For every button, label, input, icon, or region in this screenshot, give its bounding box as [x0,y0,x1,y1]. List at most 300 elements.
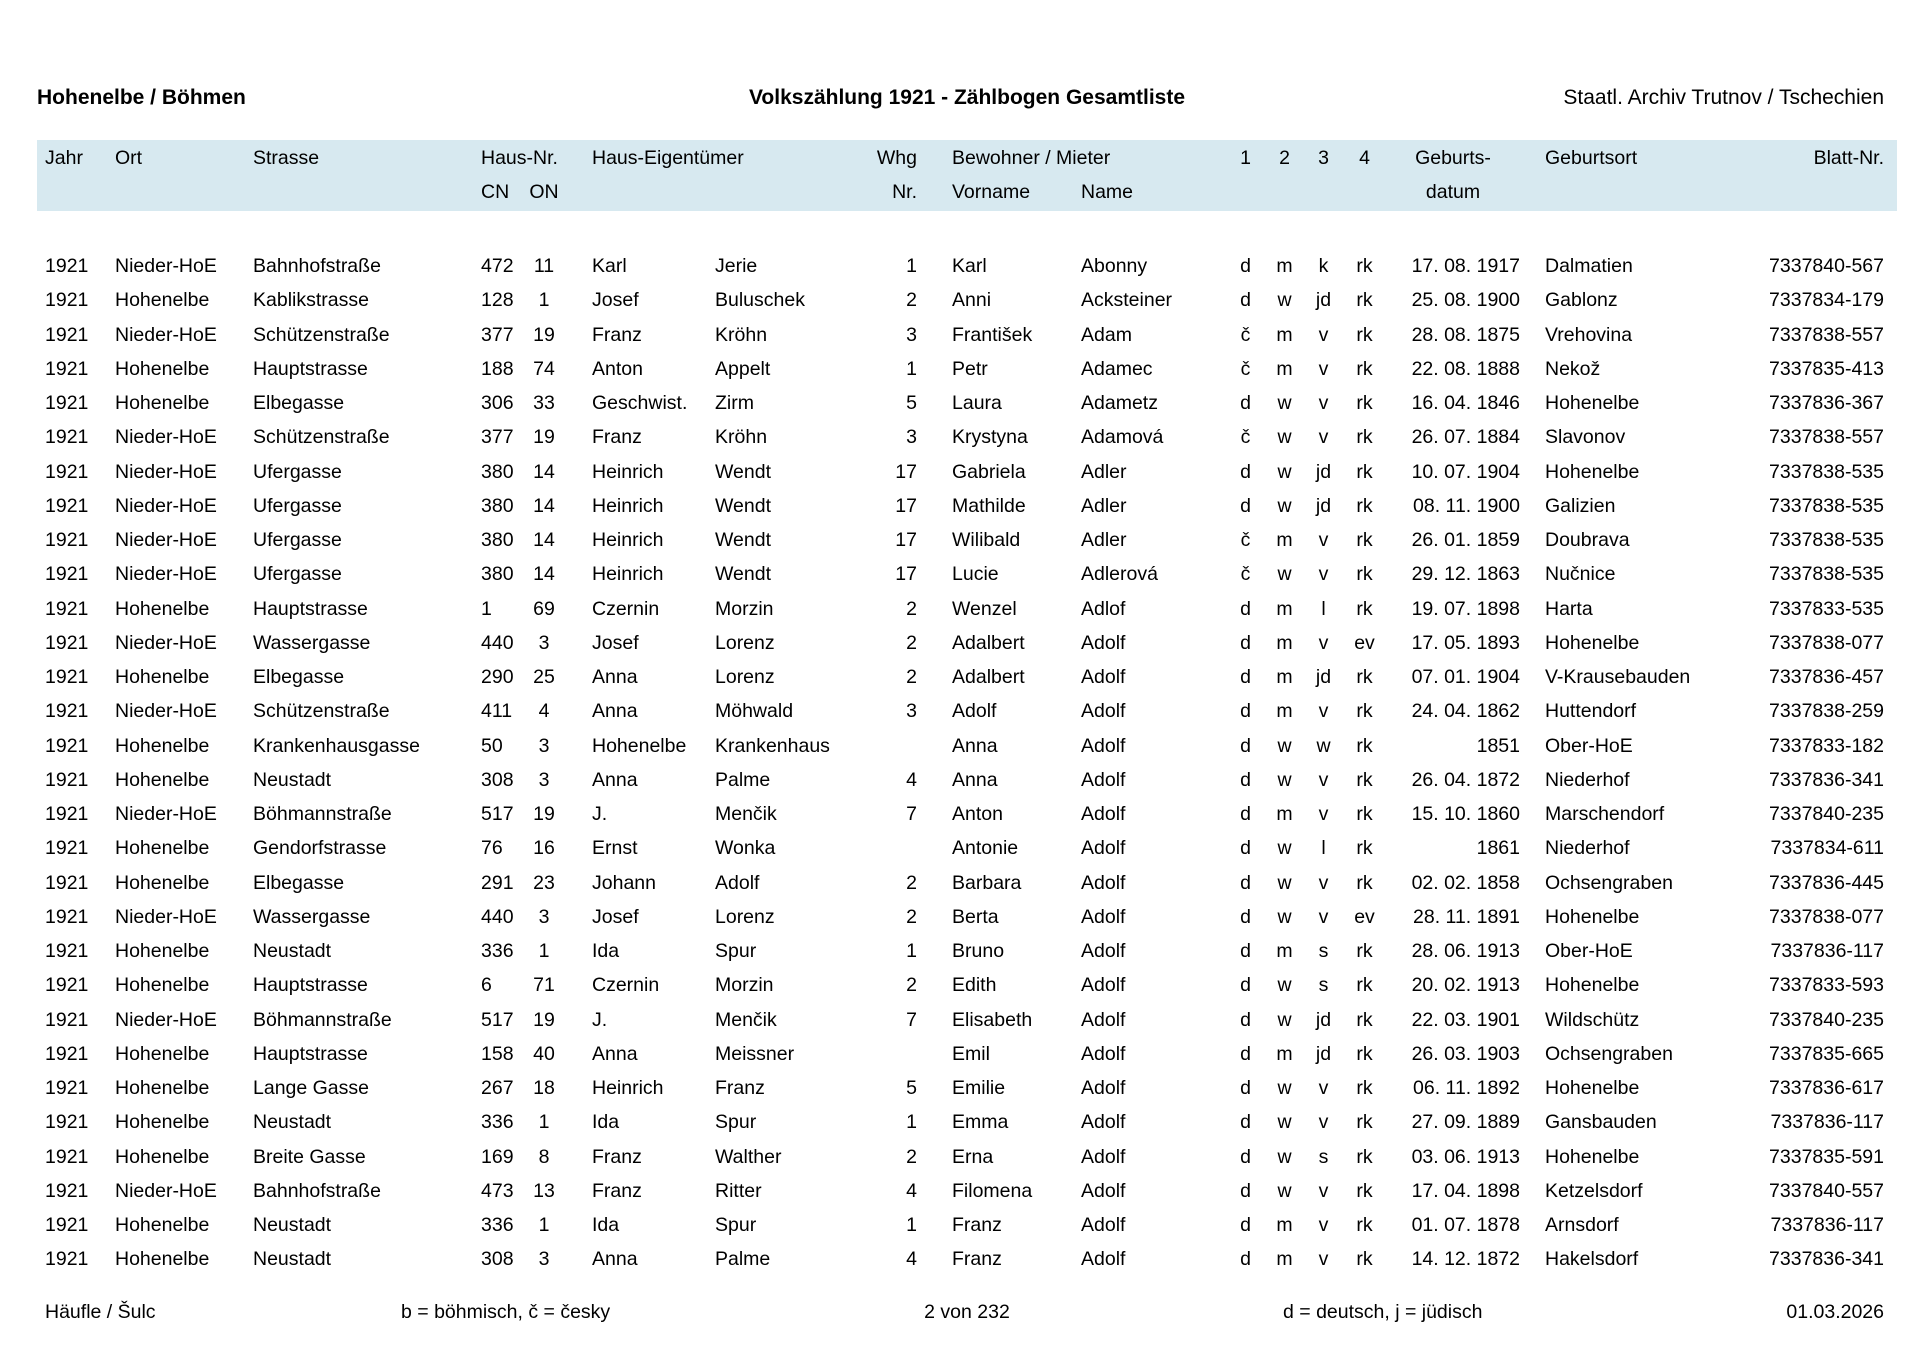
cell-code-1: d [1240,871,1251,894]
cell-eigentuemer-name: Lorenz [715,631,775,654]
cell-whg-nr: 1 [906,1214,917,1236]
cell-eigentuemer-vorname: Anna [592,1248,638,1271]
cell-blatt-nr: 7337834-611 [1770,837,1884,860]
cell-eigentuemer-vorname: Anna [592,700,638,723]
cell-eigentuemer-name: Wendt [715,460,772,483]
cell-code-2: m [1276,1214,1293,1236]
cell-code-4: rk [1356,734,1373,757]
cell-blatt-nr: 7337833-535 [1769,597,1884,620]
cell-geburtsort: Niederhof [1545,837,1630,860]
cell-code-3: l [1321,837,1326,860]
cell-hausnr-cn: 336 [481,940,514,962]
cell-code-4: rk [1356,494,1373,517]
cell-code-2: w [1277,871,1292,894]
cell-code-4: rk [1356,1077,1373,1099]
col-header-2: 2 [1279,147,1290,169]
table-row [37,352,1897,386]
cell-bewohner-vorname: Lucie [952,563,999,586]
cell-eigentuemer-name: Palme [715,1248,771,1271]
cell-code-2: m [1276,803,1293,825]
cell-bewohner-name: Adolf [1081,1077,1126,1099]
col-header-whg: Whg [876,147,917,169]
cell-blatt-nr: 7337838-077 [1769,631,1884,654]
cell-geburtsdatum: 1851 [1476,734,1520,757]
cell-code-1: d [1240,289,1251,312]
cell-whg-nr: 1 [906,1111,917,1134]
cell-whg-nr: 3 [906,426,917,449]
cell-code-2: w [1277,426,1292,449]
cell-eigentuemer-vorname: Johann [592,871,656,894]
cell-hausnr-on: 4 [538,700,550,723]
cell-code-2: m [1276,631,1293,654]
cell-blatt-nr: 7337836-117 [1770,1111,1884,1134]
cell-code-3: v [1318,563,1329,586]
cell-ort: Nieder-HoE [115,494,217,517]
cell-bewohner-name: Adolf [1081,1008,1126,1031]
cell-code-1: č [1240,563,1251,586]
table-row [37,763,1897,797]
cell-geburtsdatum: 26. 04. 1872 [1411,768,1520,791]
cell-whg-nr: 3 [906,700,917,723]
cell-bewohner-name: Adamec [1081,357,1153,380]
cell-bewohner-name: Adolf [1081,734,1126,757]
cell-eigentuemer-name: Franz [715,1077,765,1099]
cell-blatt-nr: 7337836-117 [1770,940,1884,962]
cell-code-3: v [1318,700,1329,723]
cell-geburtsdatum: 29. 12. 1863 [1411,563,1520,586]
cell-hausnr-cn: 291 [481,871,514,894]
cell-jahr: 1921 [45,940,89,962]
cell-blatt-nr: 7337836-341 [1769,1248,1884,1271]
cell-hausnr-on: 3 [538,631,550,654]
cell-whg-nr: 7 [906,1008,917,1031]
cell-eigentuemer-vorname: Anna [592,666,638,688]
table-row [37,283,1897,317]
cell-code-2: w [1277,1008,1292,1031]
col-header-whg-nr: Nr. [892,180,917,203]
col-header-1: 1 [1240,147,1251,169]
cell-code-4: rk [1356,323,1373,346]
col-header-blatt: Blatt-Nr. [1813,147,1884,169]
cell-strasse: Ufergasse [253,529,342,551]
cell-eigentuemer-vorname: Franz [592,1179,642,1202]
col-header-jahr: Jahr [45,147,83,169]
cell-hausnr-cn: 1 [481,597,492,620]
cell-eigentuemer-name: Morzin [715,597,774,620]
col-header-4: 4 [1359,147,1370,169]
cell-eigentuemer-vorname: Josef [592,631,639,654]
cell-eigentuemer-vorname: Czernin [592,974,660,997]
cell-hausnr-on: 69 [533,597,555,620]
cell-geburtsort: Doubrava [1545,529,1630,551]
cell-code-4: rk [1356,837,1373,860]
table-row [37,934,1897,968]
cell-strasse: Lange Gasse [253,1077,370,1099]
cell-strasse: Wassergasse [253,631,371,654]
cell-geburtsort: Marschendorf [1545,803,1665,825]
cell-strasse: Krankenhausgasse [253,734,420,757]
cell-hausnr-on: 71 [533,974,555,997]
cell-bewohner-name: Adolf [1081,1111,1126,1134]
cell-bewohner-name: Adametz [1081,392,1158,414]
cell-geburtsdatum: 22. 08. 1888 [1411,357,1520,380]
cell-eigentuemer-name: Spur [715,1214,757,1236]
cell-code-1: č [1240,529,1251,551]
cell-ort: Nieder-HoE [115,529,217,551]
table-row [37,797,1897,831]
cell-strasse: Ufergasse [253,460,342,483]
cell-eigentuemer-name: Zirm [715,392,754,414]
cell-jahr: 1921 [45,460,89,483]
table-row [37,1242,1897,1276]
cell-bewohner-name: Adlof [1081,597,1126,620]
cell-eigentuemer-vorname: Heinrich [592,563,664,586]
cell-strasse: Ufergasse [253,563,342,586]
cell-blatt-nr: 7337838-535 [1769,460,1884,483]
cell-code-2: m [1276,529,1293,551]
footer-date: 01.03.2026 [1786,1301,1884,1323]
cell-code-4: ev [1354,631,1375,654]
table-row [37,557,1897,591]
cell-blatt-nr: 7337836-457 [1769,666,1884,688]
cell-code-4: rk [1356,289,1373,312]
cell-geburtsort: Hohenelbe [1545,631,1640,654]
cell-bewohner-vorname: Berta [952,905,999,928]
cell-blatt-nr: 7337835-413 [1769,357,1884,380]
cell-code-4: rk [1356,1214,1373,1236]
cell-blatt-nr: 7337838-535 [1769,563,1884,586]
cell-bewohner-vorname: Emma [952,1111,1009,1134]
header-archive-note: Staatl. Archiv Trutnov / Tschechien [1563,86,1884,109]
cell-code-4: rk [1356,460,1373,483]
cell-eigentuemer-name: Spur [715,1111,757,1134]
cell-hausnr-cn: 267 [481,1077,514,1099]
cell-ort: Hohenelbe [115,974,210,997]
cell-jahr: 1921 [45,871,89,894]
table-row [37,866,1897,900]
header-location: Hohenelbe / Böhmen [37,86,246,109]
cell-code-3: s [1318,1145,1329,1168]
cell-hausnr-cn: 380 [481,563,514,586]
cell-strasse: Neustadt [253,1111,332,1134]
cell-hausnr-cn: 517 [481,803,514,825]
cell-jahr: 1921 [45,803,89,825]
cell-eigentuemer-name: Meissner [715,1042,795,1065]
cell-hausnr-on: 14 [533,529,555,551]
cell-eigentuemer-vorname: Josef [592,905,639,928]
cell-eigentuemer-vorname: Hohenelbe [592,734,687,757]
cell-blatt-nr: 7337838-535 [1769,529,1884,551]
cell-geburtsort: Vrehovina [1545,323,1633,346]
cell-code-3: v [1318,631,1329,654]
cell-code-3: v [1318,392,1329,414]
cell-jahr: 1921 [45,494,89,517]
cell-geburtsdatum: 17. 05. 1893 [1411,631,1520,654]
cell-bewohner-name: Adolf [1081,631,1126,654]
cell-eigentuemer-vorname: Czernin [592,597,660,620]
cell-hausnr-on: 19 [533,1008,555,1031]
cell-ort: Hohenelbe [115,1145,210,1168]
cell-bewohner-vorname: Adolf [952,700,997,723]
cell-geburtsort: Dalmatien [1545,255,1633,277]
cell-bewohner-vorname: Emil [952,1042,990,1065]
cell-geburtsdatum: 20. 02. 1913 [1411,974,1520,997]
col-header-geburtsort: Geburtsort [1545,147,1638,169]
cell-bewohner-vorname: Wenzel [952,597,1017,620]
cell-eigentuemer-vorname: Ida [592,1111,620,1134]
cell-bewohner-name: Adlerová [1081,563,1158,586]
cell-hausnr-on: 25 [533,666,555,688]
cell-strasse: Gendorfstrasse [253,837,387,860]
cell-whg-nr: 1 [906,357,917,380]
cell-hausnr-cn: 336 [481,1111,514,1134]
cell-strasse: Hauptstrasse [253,357,368,380]
cell-strasse: Hauptstrasse [253,974,368,997]
cell-eigentuemer-name: Menčik [715,1008,777,1031]
table-row [37,592,1897,626]
cell-blatt-nr: 7337836-617 [1769,1077,1884,1099]
cell-blatt-nr: 7337840-235 [1769,1008,1884,1031]
cell-code-1: d [1240,1111,1251,1134]
cell-code-4: rk [1356,255,1373,277]
cell-blatt-nr: 7337838-557 [1769,323,1884,346]
cell-code-3: jd [1315,1008,1332,1031]
cell-code-1: d [1240,905,1251,928]
cell-code-2: w [1277,460,1292,483]
cell-eigentuemer-vorname: Anna [592,1042,638,1065]
cell-eigentuemer-name: Wendt [715,563,772,586]
cell-hausnr-on: 14 [533,494,555,517]
cell-hausnr-on: 19 [533,426,555,449]
cell-strasse: Schützenstraße [253,323,390,346]
cell-code-2: m [1276,597,1293,620]
cell-eigentuemer-name: Spur [715,940,757,962]
cell-bewohner-vorname: Elisabeth [952,1008,1033,1031]
table-row [37,831,1897,865]
cell-code-2: m [1276,323,1293,346]
cell-hausnr-cn: 377 [481,426,514,449]
cell-geburtsort: Harta [1545,597,1593,620]
cell-jahr: 1921 [45,1145,89,1168]
cell-eigentuemer-name: Kröhn [715,323,768,346]
cell-hausnr-on: 23 [533,871,555,894]
cell-eigentuemer-name: Morzin [715,974,774,997]
col-header-on: ON [529,180,559,203]
cell-code-2: m [1276,255,1293,277]
cell-code-3: v [1318,323,1329,346]
cell-code-4: rk [1356,803,1373,825]
cell-ort: Hohenelbe [115,940,210,962]
cell-hausnr-on: 13 [533,1179,555,1202]
cell-code-3: jd [1315,494,1332,517]
cell-hausnr-cn: 6 [481,974,492,997]
cell-eigentuemer-vorname: Franz [592,1145,642,1168]
cell-bewohner-name: Adolf [1081,666,1126,688]
cell-code-2: w [1277,1145,1292,1168]
cell-geburtsort: Hohenelbe [1545,1077,1640,1099]
cell-code-1: d [1240,597,1251,620]
cell-code-4: rk [1356,974,1373,997]
cell-eigentuemer-name: Appelt [715,357,771,380]
cell-code-2: w [1277,1179,1292,1202]
cell-strasse: Ufergasse [253,494,342,517]
cell-hausnr-cn: 440 [481,631,514,654]
cell-eigentuemer-vorname: Heinrich [592,494,664,517]
cell-strasse: Schützenstraße [253,700,390,723]
cell-ort: Nieder-HoE [115,905,217,928]
cell-code-3: v [1318,871,1329,894]
cell-hausnr-cn: 472 [481,255,514,277]
cell-geburtsort: Nekož [1545,357,1601,380]
cell-whg-nr: 17 [895,460,917,483]
cell-hausnr-on: 3 [538,768,550,791]
cell-eigentuemer-vorname: Anton [592,357,643,380]
cell-code-2: m [1276,666,1293,688]
cell-ort: Nieder-HoE [115,255,217,277]
table-row [37,318,1897,352]
cell-geburtsdatum: 25. 08. 1900 [1411,289,1520,312]
cell-code-4: rk [1356,529,1373,551]
cell-hausnr-on: 1 [538,940,550,962]
cell-code-3: v [1318,1179,1329,1202]
cell-blatt-nr: 7337838-259 [1769,700,1884,723]
cell-eigentuemer-name: Wonka [715,837,776,860]
cell-geburtsdatum: 07. 01. 1904 [1411,666,1520,688]
col-header-3: 3 [1318,147,1329,169]
cell-ort: Hohenelbe [115,357,210,380]
cell-bewohner-vorname: Franz [952,1248,1002,1271]
cell-ort: Nieder-HoE [115,631,217,654]
cell-bewohner-vorname: Adalbert [952,666,1025,688]
cell-bewohner-name: Adler [1081,460,1127,483]
table-row [37,386,1897,420]
cell-hausnr-cn: 380 [481,494,514,517]
cell-eigentuemer-name: Wendt [715,494,772,517]
cell-code-1: d [1240,1179,1251,1202]
cell-hausnr-on: 19 [533,803,555,825]
cell-geburtsort: Huttendorf [1545,700,1637,723]
cell-geburtsdatum: 27. 09. 1889 [1411,1111,1520,1134]
cell-hausnr-on: 14 [533,563,555,586]
cell-whg-nr: 3 [906,323,917,346]
cell-blatt-nr: 7337840-567 [1769,255,1884,277]
cell-bewohner-vorname: Anni [952,289,992,312]
cell-eigentuemer-vorname: Ida [592,940,620,962]
cell-code-2: m [1276,940,1293,962]
cell-hausnr-cn: 76 [481,837,503,860]
cell-hausnr-on: 3 [538,1248,550,1271]
page-header [37,86,1897,114]
table-row [37,1174,1897,1208]
table-row [37,694,1897,728]
cell-code-1: d [1240,460,1251,483]
cell-geburtsort: Hohenelbe [1545,460,1640,483]
cell-blatt-nr: 7337835-591 [1769,1145,1884,1168]
cell-code-1: d [1240,494,1251,517]
cell-geburtsort: Ketzelsdorf [1545,1179,1643,1202]
cell-ort: Nieder-HoE [115,700,217,723]
cell-whg-nr: 5 [906,392,917,414]
cell-geburtsdatum: 01. 07. 1878 [1411,1214,1520,1236]
footer-legend-bohmisch: b = böhmisch, č = česky [401,1301,611,1323]
cell-code-3: k [1318,255,1329,277]
cell-code-2: w [1277,494,1292,517]
cell-jahr: 1921 [45,734,89,757]
cell-code-2: w [1277,974,1292,997]
cell-hausnr-cn: 380 [481,460,514,483]
cell-bewohner-name: Adler [1081,529,1127,551]
cell-code-4: rk [1356,666,1373,688]
cell-jahr: 1921 [45,255,89,277]
cell-ort: Hohenelbe [115,1077,210,1099]
cell-strasse: Neustadt [253,1214,332,1236]
cell-code-4: ev [1354,905,1375,928]
cell-bewohner-vorname: Anton [952,803,1003,825]
cell-jahr: 1921 [45,905,89,928]
cell-bewohner-name: Adolf [1081,768,1126,791]
cell-blatt-nr: 7337838-557 [1769,426,1884,449]
cell-hausnr-on: 40 [533,1042,555,1065]
cell-code-3: v [1318,357,1329,380]
cell-code-1: d [1240,1248,1251,1271]
cell-hausnr-on: 14 [533,460,555,483]
col-header-ort: Ort [115,147,143,169]
cell-code-4: rk [1356,1042,1373,1065]
cell-blatt-nr: 7337836-341 [1769,768,1884,791]
cell-geburtsort: Niederhof [1545,768,1630,791]
cell-hausnr-on: 11 [533,255,555,277]
cell-hausnr-cn: 411 [481,700,513,723]
cell-blatt-nr: 7337833-182 [1769,734,1884,757]
cell-bewohner-vorname: Wilibald [952,529,1021,551]
cell-geburtsdatum: 02. 02. 1858 [1411,871,1520,894]
cell-code-3: v [1318,426,1329,449]
cell-eigentuemer-name: Möhwald [715,700,794,723]
cell-jahr: 1921 [45,1179,89,1202]
cell-whg-nr: 7 [906,803,917,825]
footer-legend-deutsch: d = deutsch, j = jüdisch [1283,1301,1483,1323]
cell-bewohner-vorname: Edith [952,974,997,997]
cell-code-1: d [1240,974,1251,997]
cell-code-1: d [1240,803,1251,825]
cell-whg-nr: 2 [906,1145,917,1168]
cell-code-2: w [1277,1111,1292,1134]
cell-hausnr-on: 16 [533,837,555,860]
cell-geburtsort: Arnsdorf [1545,1214,1619,1236]
cell-whg-nr: 4 [906,1248,917,1271]
cell-ort: Nieder-HoE [115,803,217,825]
cell-geburtsdatum: 15. 10. 1860 [1411,803,1520,825]
cell-code-2: w [1277,837,1292,860]
cell-whg-nr: 2 [906,631,917,654]
cell-whg-nr: 4 [906,768,917,791]
cell-strasse: Bahnhofstraße [253,1179,381,1202]
cell-eigentuemer-name: Krankenhaus [715,734,830,757]
cell-whg-nr: 2 [906,871,917,894]
cell-code-3: v [1318,1214,1329,1236]
cell-bewohner-name: Adolf [1081,974,1126,997]
cell-strasse: Hauptstrasse [253,597,368,620]
col-header-hausnr: Haus-Nr. [481,147,558,169]
cell-code-4: rk [1356,426,1373,449]
cell-code-1: č [1240,323,1251,346]
cell-eigentuemer-vorname: J. [592,1008,608,1031]
col-header-vorname: Vorname [952,180,1031,203]
cell-strasse: Elbegasse [253,871,345,894]
cell-hausnr-cn: 158 [481,1042,514,1065]
cell-ort: Hohenelbe [115,871,210,894]
cell-code-3: v [1318,768,1329,791]
